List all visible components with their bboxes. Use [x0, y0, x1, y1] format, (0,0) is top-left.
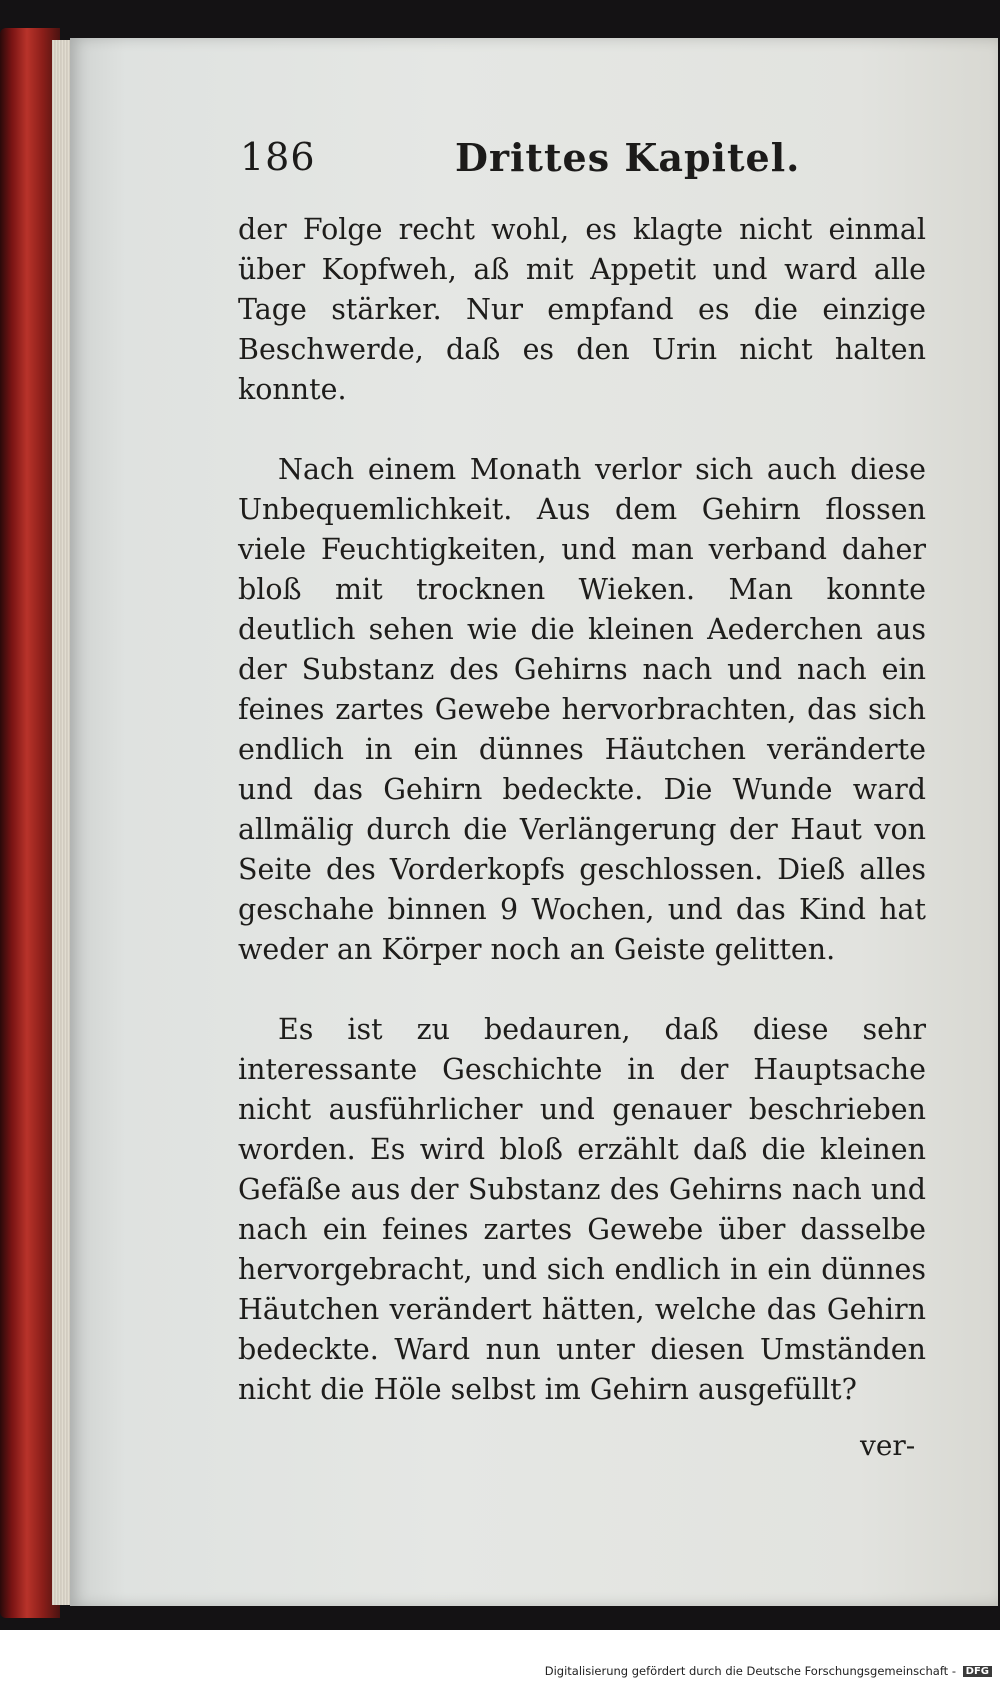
page-number: 186 [240, 135, 316, 179]
catchword: ver- [860, 1429, 916, 1462]
digitization-credit [545, 1664, 992, 1678]
credit-text: Digitalisierung gefördert durch die Deutsche Forschungsgemeinschaft - [544, 1664, 956, 1678]
dfg-logo-icon: DFG [963, 1666, 992, 1677]
chapter-heading: Drittes Kapitel. [455, 135, 801, 180]
running-head [240, 135, 930, 191]
paragraph-1: der Folge recht wohl, es klagte nicht einmal über Kopfweh, aß mit Appetit und ward alle Tage stärker. Nur empfand es die einzige Beschwerde, daß es den Urin nicht halten konnte. [238, 213, 926, 406]
body-text [238, 210, 926, 1410]
book-spine-edge [0, 28, 60, 1618]
paragraph-gap [238, 970, 926, 1010]
paragraph-2: Nach einem Monath verlor sich auch diese Unbequemlichkeit. Aus dem Gehirn flossen viele Feuchtigkeiten, und man verband daher bloß mit trocknen Wieken. Man konnte deutlich sehen wie die kleinen Aederchen aus der Substanz des Gehirns nach und nach ein feines zartes Gewebe hervorbrachten, das sich endlich in ein dünnes Häutchen veränderte und das Gehirn bedeckte. Die Wunde ward allmälig durch die Verlängerung der Haut von Seite des Vorderkopfs geschlossen. Dieß alles geschahe binnen 9 Wochen, und das Kind hat weder an Körper noch an Geiste gelitten. [238, 453, 926, 966]
paragraph-gap [238, 410, 926, 450]
paragraph-3: Es ist zu bedauren, daß diese sehr interessante Geschichte in der Hauptsache nicht ausführlicher und genauer beschrieben worden. Es wird bloß erzählt daß die kleinen Gefäße aus der Substanz des Gehirns nach und nach ein feines zartes Gewebe über dasselbe hervorgebracht, und sich endlich in ein dünnes Häutchen verändert hätten, welche das Gehirn bedeckte. Ward nun unter diesen Umständen nicht die Höle selbst im Gehirn ausgefüllt? [238, 1013, 926, 1406]
